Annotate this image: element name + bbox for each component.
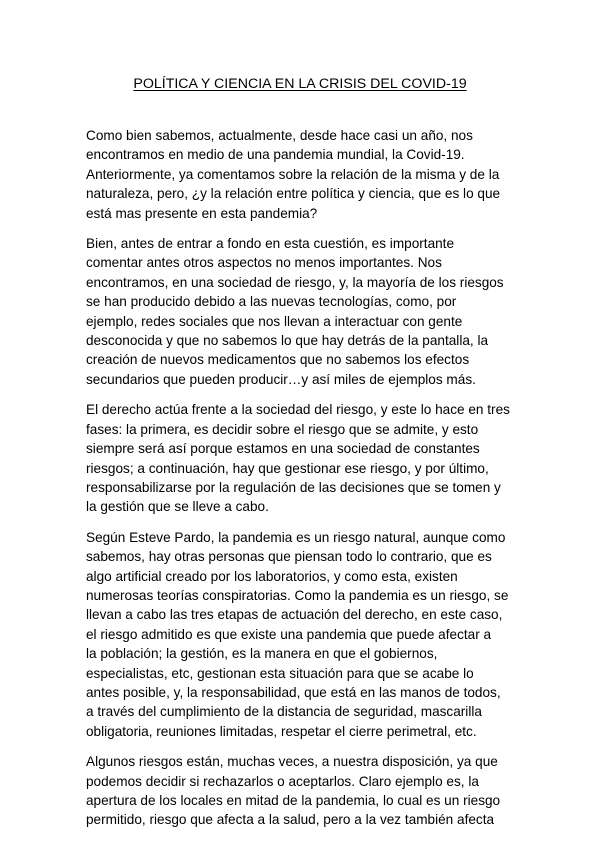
text-line: Según Esteve Pardo, la pandemia es un riesgo natural, aunque como [86, 529, 506, 545]
text-line: fases: la primera, es decidir sobre el riesgo que se admite, y esto [86, 421, 479, 437]
text-line: desconocida y que no sabemos lo que hay detrás de la pantalla, la [86, 333, 489, 349]
text-line: riesgos; a continuación, hay que gestionar ese riesgo, y por último, [86, 460, 489, 476]
text-line: Como bien sabemos, actualmente, desde hace casi un año, nos [86, 128, 473, 143]
text-line: numerosas teorías conspiratorias. Como la pandemia es un riesgo, se [86, 587, 509, 603]
text-line: algo artificial creado por los laboratorios, y como esta, existen [86, 568, 458, 584]
text-line: llevan a cabo las tres etapas de actuación del derecho, en este caso, [86, 607, 503, 623]
text-line: apertura de los locales en mitad de la pandemia, lo cual es un riesgo [86, 793, 501, 808]
text-line: responsabilizarse por la regulación de las decisiones que se tomen y [86, 479, 501, 495]
text-line: encontramos, en una sociedad de riesgo, y, la mayoría de los riesgos [86, 274, 504, 290]
text-line: la población; la gestión, es la manera en que el gobiernos, [86, 646, 438, 662]
text-line: El derecho actúa frente a la sociedad del riesgo, y este lo hace en tres [86, 402, 510, 418]
paragraph-2 [86, 234, 530, 389]
text-line: encontramos en medio de una pandemia mundial, la Covid-19. [86, 147, 465, 163]
text-line: naturaleza, pero, ¿y la relación entre política y ciencia, que es lo que [86, 186, 501, 202]
document-title: POLÍTICA Y CIENCIA EN LA CRISIS DEL COVID-19 [133, 76, 467, 92]
text-line: creación de nuevos medicamentos que no sabemos los efectos [86, 352, 470, 368]
text-line: el riesgo admitido es que existe una pandemia que puede afectar a [86, 626, 492, 642]
text-line: podemos decidir si rechazarlos o aceptarlos. Claro ejemplo es, la [86, 773, 479, 789]
text-line: la gestión que se lleve a cabo. [86, 499, 269, 515]
paragraph-1 [86, 126, 530, 223]
text-line: Anteriormente, ya comentamos sobre la relación de la misma y de la [86, 166, 500, 182]
text-line: se han producido debido a las nuevas tecnologías, como, por [86, 294, 457, 310]
text-line: a través del cumplimiento de la distancia de seguridad, mascarilla [86, 704, 482, 720]
text-line: secundarios que pueden producir…y así miles de ejemplos más. [86, 371, 476, 387]
text-line: comentar antes otros aspectos no menos importantes. Nos [86, 255, 442, 271]
paragraph-5 [86, 752, 530, 830]
text-line: Bien, antes de entrar a fondo en esta cuestión, es importante [86, 236, 455, 252]
text-line: especialistas, etc, gestionan esta situación para que se acabe lo [86, 665, 474, 681]
text-line: sabemos, hay otras personas que piensan todo lo contrario, que es [86, 549, 492, 565]
text-line: Algunos riesgos están, muchas veces, a nuestra disposición, ya que [86, 754, 498, 770]
text-line: obligatoria, reuniones limitadas, respetar el cierre perimetral, etc. [86, 723, 477, 739]
document-body [86, 126, 530, 841]
paragraph-4 [86, 528, 530, 741]
paragraph-3 [86, 400, 530, 516]
text-line: antes posible, y, la responsabilidad, que está en las manos de todos, [86, 684, 501, 700]
text-line: siempre será así porque estamos en una sociedad de constantes [86, 441, 480, 457]
text-line: ejemplo, redes sociales que nos llevan a interactuar con gente [86, 313, 463, 329]
text-line: permitido, riesgo que afecta a la salud, pero a la vez también afecta [86, 812, 495, 828]
text-line: está mas presente en esta pandemia? [86, 205, 318, 221]
